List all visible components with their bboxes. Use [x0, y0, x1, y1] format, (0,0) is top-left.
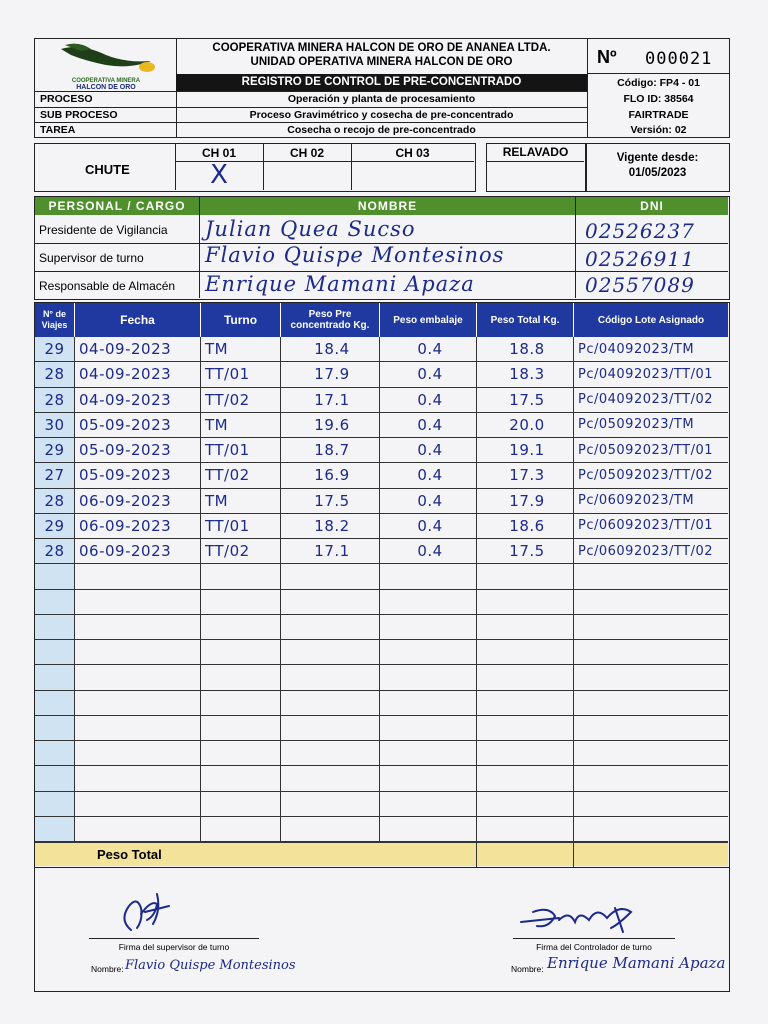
th-peso-emb: Peso embalaje	[380, 303, 477, 337]
cell-turno[interactable]	[201, 716, 281, 741]
cell-peso-emb[interactable]	[380, 564, 477, 589]
cell-peso-total[interactable]	[477, 716, 574, 741]
cell-codigo[interactable]	[574, 792, 728, 817]
form-title: REGISTRO DE CONTROL DE PRE-CONCENTRADO	[176, 74, 587, 91]
dni-supervisor: 02526911	[585, 247, 695, 271]
cell-turno[interactable]	[201, 640, 281, 665]
right-nombre-value: Enrique Mamani Apaza	[547, 954, 726, 972]
right-nombre-label: Nombre:	[511, 964, 544, 974]
proceso-label: PROCESO	[40, 93, 93, 105]
table-row	[35, 665, 728, 690]
fairtrade: FAIRTRADE	[628, 109, 689, 121]
cell-codigo[interactable]: Pc/06092023/TT/02	[574, 539, 728, 564]
header-box	[34, 38, 730, 138]
dni-presidente: 02526237	[585, 219, 695, 243]
nombre-supervisor: Flavio Quispe Montesinos	[205, 243, 505, 267]
cell-peso-emb[interactable]	[380, 691, 477, 716]
cell-viajes[interactable]: 28	[35, 539, 75, 564]
cell-peso-emb[interactable]: 0.4	[380, 539, 477, 564]
unit-name: UNIDAD OPERATIVA MINERA HALCON DE ORO	[250, 56, 513, 68]
cell-turno[interactable]: TM	[201, 413, 281, 438]
cargo-presidente: Presidente de Vigilancia	[39, 223, 168, 237]
cell-turno[interactable]	[201, 766, 281, 791]
cell-peso-pre[interactable]	[281, 590, 380, 615]
cell-peso-total[interactable]	[477, 640, 574, 665]
cell-peso-pre[interactable]	[281, 716, 380, 741]
cell-peso-total[interactable]	[477, 741, 574, 766]
cell-peso-pre[interactable]: 18.2	[281, 514, 380, 539]
left-nombre-label: Nombre:	[91, 964, 124, 974]
cell-codigo[interactable]	[574, 640, 728, 665]
left-nombre-value: Flavio Quispe Montesinos	[125, 958, 296, 973]
cell-codigo[interactable]	[574, 741, 728, 766]
number-label: Nº	[597, 47, 617, 67]
total-label: Peso Total	[97, 847, 162, 862]
th-codigo: Código Lote Asignado	[574, 303, 728, 337]
cell-peso-total[interactable]: 17.5	[477, 388, 574, 413]
col-cargo-header: PERSONAL / CARGO	[35, 197, 199, 215]
cell-codigo[interactable]: Pc/05092023/TM	[574, 413, 728, 438]
vigente-date: 01/05/2023	[628, 167, 687, 179]
cell-fecha[interactable]: 04-09-2023	[75, 362, 201, 387]
cell-viajes[interactable]	[35, 741, 75, 766]
table-row	[35, 716, 728, 741]
table-row	[35, 539, 728, 564]
cell-peso-total[interactable]: 18.6	[477, 514, 574, 539]
cell-peso-total[interactable]	[477, 590, 574, 615]
cell-fecha[interactable]	[75, 716, 201, 741]
cell-fecha[interactable]: 04-09-2023	[75, 337, 201, 362]
table-row	[35, 489, 728, 514]
table-row	[35, 463, 728, 488]
cell-turno[interactable]	[201, 590, 281, 615]
form-number: 000021	[645, 49, 713, 69]
cell-fecha[interactable]	[75, 665, 201, 690]
cell-peso-emb[interactable]: 0.4	[380, 362, 477, 387]
cell-fecha[interactable]	[75, 640, 201, 665]
cell-viajes[interactable]: 28	[35, 388, 75, 413]
cell-viajes[interactable]	[35, 590, 75, 615]
cell-codigo[interactable]: Pc/04092023/TT/02	[574, 388, 728, 413]
cell-turno[interactable]	[201, 792, 281, 817]
cell-peso-pre[interactable]: 16.9	[281, 463, 380, 488]
cell-peso-pre[interactable]	[281, 564, 380, 589]
cell-turno[interactable]: TM	[201, 337, 281, 362]
cell-peso-emb[interactable]: 0.4	[380, 438, 477, 463]
cell-peso-emb[interactable]: 0.4	[380, 514, 477, 539]
cell-viajes[interactable]	[35, 817, 75, 842]
cell-viajes[interactable]	[35, 665, 75, 690]
cell-peso-total[interactable]	[477, 665, 574, 690]
relavado-box	[486, 143, 586, 192]
th-peso-pre: Peso Pre concentrado Kg.	[281, 303, 380, 337]
cell-peso-pre[interactable]	[281, 691, 380, 716]
dni-almacen: 02557089	[585, 273, 695, 297]
cell-peso-pre[interactable]	[281, 741, 380, 766]
cell-fecha[interactable]: 05-09-2023	[75, 438, 201, 463]
flo-id: FLO ID: 38564	[623, 93, 694, 105]
signature-box	[34, 868, 730, 992]
cell-codigo[interactable]: Pc/04092023/TT/01	[574, 362, 728, 387]
subproceso-value: Proceso Gravimétrico y cosecha de pre-concentrado	[249, 109, 514, 121]
table-row	[35, 388, 728, 413]
tarea-value: Cosecha o recojo de pre-concentrado	[287, 124, 476, 136]
cell-peso-emb[interactable]: 0.4	[380, 337, 477, 362]
cargo-supervisor: Supervisor de turno	[39, 251, 144, 265]
cell-fecha[interactable]	[75, 817, 201, 842]
col-dni-header: DNI	[576, 197, 728, 215]
cell-peso-emb[interactable]	[380, 741, 477, 766]
cell-peso-emb[interactable]: 0.4	[380, 489, 477, 514]
th-viajes: N° de Viajes	[35, 303, 75, 337]
controlador-caption: Firma del Controlador de turno	[536, 942, 652, 952]
cell-peso-emb[interactable]	[380, 817, 477, 842]
registro-table	[34, 302, 730, 868]
cell-peso-total[interactable]	[477, 564, 574, 589]
cell-turno[interactable]	[201, 564, 281, 589]
cell-peso-pre[interactable]: 19.6	[281, 413, 380, 438]
table-row	[35, 691, 728, 716]
ch01-label: CH 01	[201, 146, 236, 160]
cell-peso-pre[interactable]	[281, 792, 380, 817]
table-row	[35, 514, 728, 539]
cell-codigo[interactable]	[574, 766, 728, 791]
proceso-value: Operación y planta de procesamiento	[287, 93, 476, 105]
cell-turno[interactable]	[201, 615, 281, 640]
cell-codigo[interactable]: Pc/05092023/TT/02	[574, 463, 728, 488]
cell-peso-total[interactable]	[477, 792, 574, 817]
cell-peso-emb[interactable]	[380, 716, 477, 741]
cell-viajes[interactable]	[35, 792, 75, 817]
cell-viajes[interactable]	[35, 766, 75, 791]
cell-peso-emb[interactable]: 0.4	[380, 413, 477, 438]
logo-text-1: COOPERATIVA MINERA	[71, 78, 141, 84]
cell-peso-pre[interactable]	[281, 766, 380, 791]
cell-peso-total[interactable]: 17.3	[477, 463, 574, 488]
tarea-label: TAREA	[40, 124, 76, 136]
cell-peso-total[interactable]: 19.1	[477, 438, 574, 463]
cell-codigo[interactable]	[574, 665, 728, 690]
cell-peso-total[interactable]: 18.8	[477, 337, 574, 362]
cell-codigo[interactable]: Pc/05092023/TT/01	[574, 438, 728, 463]
cell-peso-emb[interactable]	[380, 665, 477, 690]
ch01-checkmark[interactable]: X	[210, 160, 228, 190]
cell-viajes[interactable]	[35, 615, 75, 640]
cell-peso-total[interactable]	[477, 766, 574, 791]
cell-codigo[interactable]	[574, 716, 728, 741]
cell-viajes[interactable]	[35, 640, 75, 665]
cell-viajes[interactable]: 27	[35, 463, 75, 488]
falcon-logo-icon	[51, 41, 161, 75]
cell-fecha[interactable]: 05-09-2023	[75, 463, 201, 488]
ch02-label: CH 02	[289, 146, 324, 160]
cell-codigo[interactable]	[574, 817, 728, 842]
cell-peso-total[interactable]	[477, 615, 574, 640]
chute-label: CHUTE	[85, 162, 130, 177]
table-row	[35, 792, 728, 817]
cell-peso-pre[interactable]: 17.5	[281, 489, 380, 514]
cell-peso-total[interactable]: 17.5	[477, 539, 574, 564]
table-row	[35, 640, 728, 665]
cell-viajes[interactable]: 30	[35, 413, 75, 438]
table-row	[35, 413, 728, 438]
supervisor-signature	[117, 890, 187, 936]
cell-turno[interactable]: TT/01	[201, 438, 281, 463]
cell-peso-pre[interactable]: 18.4	[281, 337, 380, 362]
table-row	[35, 817, 728, 842]
cell-peso-pre[interactable]: 17.1	[281, 539, 380, 564]
cell-peso-pre[interactable]: 17.1	[281, 388, 380, 413]
cell-peso-pre[interactable]	[281, 817, 380, 842]
total-row	[35, 842, 728, 866]
cell-peso-emb[interactable]	[380, 590, 477, 615]
cell-fecha[interactable]: 05-09-2023	[75, 413, 201, 438]
cell-turno[interactable]: TT/02	[201, 539, 281, 564]
cell-turno[interactable]	[201, 741, 281, 766]
vigente-box	[586, 143, 730, 192]
nombre-almacen: Enrique Mamani Apaza	[205, 272, 475, 296]
cell-codigo[interactable]	[574, 615, 728, 640]
col-nombre-header: NOMBRE	[200, 197, 575, 215]
cell-peso-emb[interactable]	[380, 615, 477, 640]
th-peso-total: Peso Total Kg.	[477, 303, 574, 337]
table-row	[35, 590, 728, 615]
cell-peso-total[interactable]	[477, 817, 574, 842]
cell-peso-pre[interactable]	[281, 665, 380, 690]
cell-viajes[interactable]: 29	[35, 438, 75, 463]
cell-peso-emb[interactable]: 0.4	[380, 463, 477, 488]
cell-turno[interactable]: TT/02	[201, 388, 281, 413]
ch03-label: CH 03	[395, 146, 430, 160]
logo-text-2: HALCON DE ORO	[76, 84, 136, 91]
cell-fecha[interactable]	[75, 615, 201, 640]
cell-peso-emb[interactable]: 0.4	[380, 388, 477, 413]
cell-peso-emb[interactable]	[380, 640, 477, 665]
cell-codigo[interactable]: Pc/06092023/TT/01	[574, 514, 728, 539]
company-name: COOPERATIVA MINERA HALCON DE ORO DE ANANEA LTDA.	[212, 42, 551, 54]
table-row	[35, 362, 728, 387]
cell-peso-total[interactable]: 17.9	[477, 489, 574, 514]
cell-viajes[interactable]: 28	[35, 489, 75, 514]
table-row	[35, 337, 728, 362]
cell-turno[interactable]	[201, 665, 281, 690]
cell-viajes[interactable]	[35, 691, 75, 716]
cell-turno[interactable]: TT/02	[201, 463, 281, 488]
cell-codigo[interactable]: Pc/06092023/TM	[574, 489, 728, 514]
relavado-label: RELAVADO	[502, 145, 569, 159]
nombre-presidente: Julian Quea Sucso	[205, 217, 416, 241]
cell-peso-total[interactable]	[477, 691, 574, 716]
cell-peso-pre[interactable]	[281, 640, 380, 665]
th-turno: Turno	[201, 303, 281, 337]
company-logo	[51, 41, 161, 89]
cell-fecha[interactable]	[75, 766, 201, 791]
codigo: Código: FP4 - 01	[617, 77, 700, 89]
cell-peso-emb[interactable]	[380, 792, 477, 817]
cell-turno[interactable]	[201, 817, 281, 842]
cell-viajes[interactable]: 29	[35, 337, 75, 362]
cell-fecha[interactable]: 06-09-2023	[75, 489, 201, 514]
cell-viajes[interactable]	[35, 564, 75, 589]
cell-fecha[interactable]	[75, 590, 201, 615]
cell-peso-total[interactable]: 20.0	[477, 413, 574, 438]
cell-fecha[interactable]	[75, 564, 201, 589]
table-row	[35, 766, 728, 791]
cell-viajes[interactable]: 28	[35, 362, 75, 387]
chute-box	[34, 143, 476, 192]
table-row	[35, 438, 728, 463]
cell-codigo[interactable]: Pc/04092023/TM	[574, 337, 728, 362]
cell-turno[interactable]: TT/01	[201, 514, 281, 539]
supervisor-caption: Firma del supervisor de turno	[118, 942, 230, 952]
table-row	[35, 741, 728, 766]
cell-peso-emb[interactable]	[380, 766, 477, 791]
cell-fecha[interactable]: 06-09-2023	[75, 539, 201, 564]
cell-peso-total[interactable]: 18.3	[477, 362, 574, 387]
table-header	[35, 303, 728, 337]
cell-peso-pre[interactable]	[281, 615, 380, 640]
cell-viajes[interactable]	[35, 716, 75, 741]
cell-peso-pre[interactable]: 18.7	[281, 438, 380, 463]
cell-turno[interactable]	[201, 691, 281, 716]
cell-codigo[interactable]	[574, 564, 728, 589]
table-body	[35, 337, 728, 842]
table-row	[35, 564, 728, 589]
table-row	[35, 615, 728, 640]
cell-fecha[interactable]	[75, 691, 201, 716]
vigente-label: Vigente desde:	[616, 152, 699, 164]
cell-turno[interactable]: TM	[201, 489, 281, 514]
cell-peso-pre[interactable]: 17.9	[281, 362, 380, 387]
cell-fecha[interactable]: 04-09-2023	[75, 388, 201, 413]
cargo-almacen: Responsable de Almacén	[39, 279, 176, 293]
cell-turno[interactable]: TT/01	[201, 362, 281, 387]
cell-fecha[interactable]	[75, 741, 201, 766]
th-fecha: Fecha	[75, 303, 201, 337]
cell-viajes[interactable]: 29	[35, 514, 75, 539]
cell-codigo[interactable]	[574, 590, 728, 615]
controlador-signature	[519, 902, 649, 942]
version: Versión: 02	[630, 124, 687, 136]
personal-table	[34, 196, 730, 300]
cell-codigo[interactable]	[574, 691, 728, 716]
cell-fecha[interactable]	[75, 792, 201, 817]
cell-fecha[interactable]: 06-09-2023	[75, 514, 201, 539]
subproceso-label: SUB PROCESO	[40, 109, 118, 121]
